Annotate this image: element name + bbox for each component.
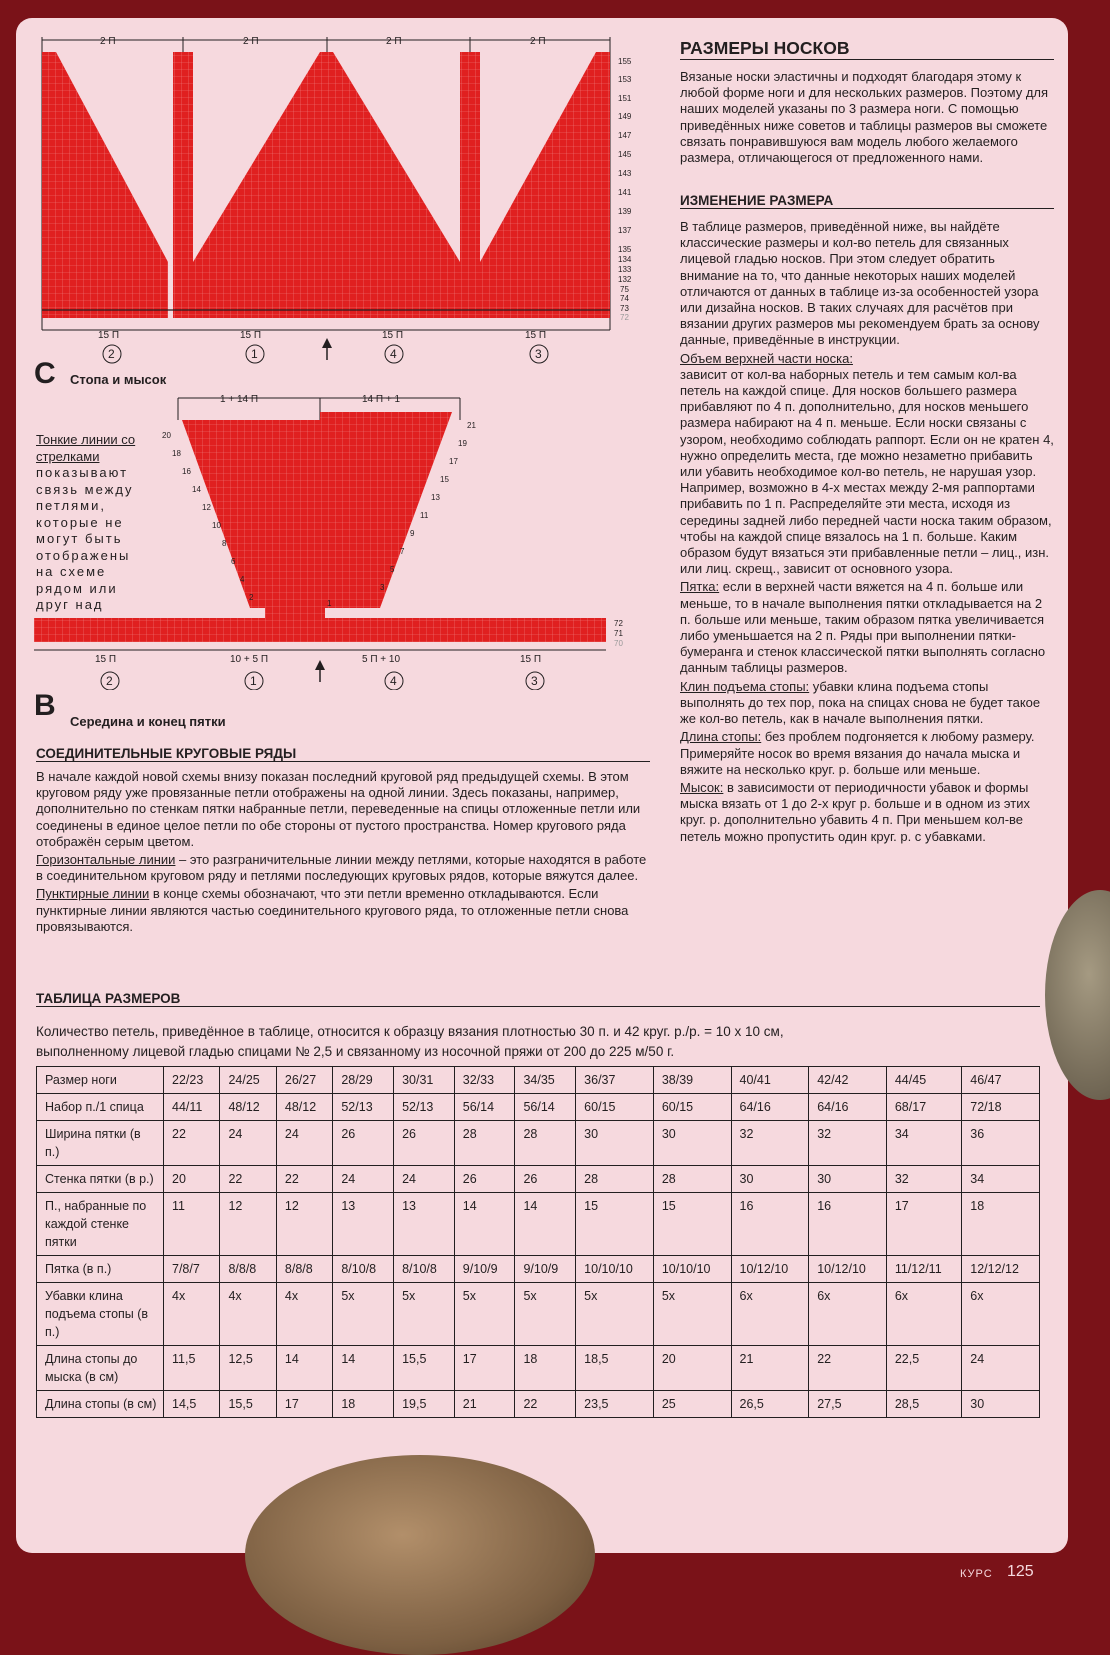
right-article-p2: зависит от кол-ва наборных петель и тем самым кол-ва петель на каждой спице. Для носков большего размера прибавляют по 4 п. дополнительно, для носков меньшего размера набирают на 4 п. меньше. Если носки связаны с узором, необходимо соблюдать раппорт. Если он не кратен 4, нужно определить места, где можно незаметно прибавить или убавить необходимое кол-во петель, не нарушая узор. Например, возможно в 4-х местах между 2-мя раппортами прибавить по 1 п. Распределяйте эти места, исходя из середины задней либо передней части носка таким образом, чтобы на каждой спице вязалось на 1 п. больше. Каким образом будут вязаться эти прибавленные петли – лиц., изн. или лиц. скрещ., зависит от основного узора. <box>680 366 1054 577</box>
table-cell: 12,5 <box>220 1346 276 1391</box>
chart-top-label-3: 2 П <box>386 36 402 47</box>
table-cell: 19,5 <box>394 1391 455 1418</box>
table-cell: 10/10/10 <box>653 1256 731 1283</box>
needle-label: 3 <box>535 347 542 361</box>
table-cell: 27,5 <box>809 1391 887 1418</box>
table-cell: 12 <box>220 1193 276 1256</box>
row-label: 2 <box>249 593 254 602</box>
left-article-p2 <box>36 852 650 884</box>
table-cell: 28 <box>454 1121 515 1166</box>
table-cell: 16 <box>809 1193 887 1256</box>
table-cell: 44/11 <box>164 1094 220 1121</box>
row-label: 3 <box>380 583 385 592</box>
row-label: 12 <box>202 503 211 512</box>
term: Клин подъема стопы: <box>680 678 810 694</box>
needle-label: 2 <box>108 347 115 361</box>
table-cell: 26 <box>515 1166 576 1193</box>
text: если в верхней части вяжется на 4 п. больше или меньше, то в начале выполнения пятки откладывается на 2 п. больше или меньше, таким образом пятка увеличивается либо уменьшается на 2 п. Ряды при выполнении пятки-бумеранга и стенок классической пятки выполнять согласно данным таблицы размеров. <box>680 579 1046 676</box>
table-cell: 21 <box>731 1346 809 1391</box>
left-article-p3 <box>36 886 650 935</box>
table-row <box>37 1193 1040 1256</box>
table-cell: 28 <box>515 1121 576 1166</box>
table-cell: 11/12/11 <box>886 1256 961 1283</box>
row-label: 9 <box>410 529 415 538</box>
table-cell: 10/12/10 <box>809 1256 887 1283</box>
table-cell: 14 <box>276 1346 332 1391</box>
table-cell: 15,5 <box>394 1346 455 1391</box>
right-article-p3 <box>680 579 1054 676</box>
table-cell: 26 <box>454 1166 515 1193</box>
row-label: Пятка (в п.) <box>37 1256 164 1283</box>
table-cell: 26 <box>333 1121 394 1166</box>
term: Мысок: <box>680 779 724 795</box>
row-label: 20 <box>162 431 171 440</box>
table-row <box>37 1391 1040 1418</box>
row-label: Убавки клина подъема стопы (в п.) <box>37 1283 164 1346</box>
table-cell: 21 <box>454 1391 515 1418</box>
table-cell: 46/47 <box>962 1067 1040 1094</box>
section-b-letter: B <box>34 689 56 722</box>
chart-column-2 <box>460 52 480 318</box>
needle-label: 3 <box>531 674 538 688</box>
row-label: 18 <box>172 449 181 458</box>
table-cell: 13 <box>333 1193 394 1256</box>
text: в зависимости от периодичности убавок и формы мыска вязать от 1 до 2-х круг р. больше и в одном из этих круг. р. дополнительно убавить 4 п. При меньшем кол-ве петель можно пропустить один круг. р. с убавками. <box>680 779 1030 844</box>
row-label: 145 <box>618 150 632 159</box>
table-cell: 36 <box>962 1121 1040 1166</box>
table-row <box>37 1121 1040 1166</box>
chart-c-top-label: 1 + 14 П <box>220 394 259 405</box>
table-cell: 48/12 <box>276 1094 332 1121</box>
text: убавки клина подъема стопы выполнять до тех пор, пока на спицах снова не будет такое же кол-во петель, как в начале выполнения пятки. <box>680 678 1041 727</box>
table-cell: 15,5 <box>220 1391 276 1418</box>
table-cell: 18 <box>333 1391 394 1418</box>
table-cell: 32 <box>809 1121 887 1166</box>
table-cell: 13 <box>394 1193 455 1256</box>
row-label: 11 <box>420 511 429 520</box>
row-label: 141 <box>618 188 632 197</box>
right-article-p6 <box>680 780 1054 845</box>
row-label: 153 <box>618 75 632 84</box>
table-cell: 25 <box>653 1391 731 1418</box>
table-cell: 24 <box>220 1121 276 1166</box>
term: Пунктирные линии <box>36 886 150 902</box>
table-cell: 64/16 <box>731 1094 809 1121</box>
table-cell: 20 <box>653 1346 731 1391</box>
table-row <box>37 1094 1040 1121</box>
row-label: 134 <box>618 255 632 264</box>
table-cell: 40/41 <box>731 1067 809 1094</box>
table-cell: 28/29 <box>333 1067 394 1094</box>
row-label: 155 <box>618 57 632 66</box>
table-cell: 68/17 <box>886 1094 961 1121</box>
table-cell: 8/10/8 <box>333 1256 394 1283</box>
row-label: 19 <box>458 439 467 448</box>
table-cell: 12 <box>276 1193 332 1256</box>
chart-c <box>0 390 640 690</box>
table-cell: 22 <box>809 1346 887 1391</box>
table-row <box>37 1283 1040 1346</box>
row-label: Стенка пятки (в р.) <box>37 1166 164 1193</box>
table-cell: 11,5 <box>164 1346 220 1391</box>
left-article-body <box>36 769 650 937</box>
right-article-subheading: ИЗМЕНЕНИЕ РАЗМЕРА <box>680 193 1054 209</box>
table-cell: 24/25 <box>220 1067 276 1094</box>
table-cell: 8/8/8 <box>276 1256 332 1283</box>
table-cell: 60/15 <box>653 1094 731 1121</box>
table-row <box>37 1256 1040 1283</box>
table-cell: 7/8/7 <box>164 1256 220 1283</box>
table-cell: 11 <box>164 1193 220 1256</box>
needle-label: 1 <box>251 347 258 361</box>
needle-label: 2 <box>106 674 113 688</box>
row-label: П., набранные по каждой стенке пятки <box>37 1193 164 1256</box>
chart-c-toe <box>182 412 452 608</box>
row-label: 8 <box>222 539 227 548</box>
row-label: 72 <box>614 619 623 628</box>
row-label: 147 <box>618 131 632 140</box>
table-cell: 10/10/10 <box>576 1256 654 1283</box>
table-cell: 22,5 <box>886 1346 961 1391</box>
page-number: 125 <box>1007 1563 1034 1580</box>
table-cell: 17 <box>276 1391 332 1418</box>
row-label: 133 <box>618 265 632 274</box>
note-term-line1: Тонкие линии со <box>36 432 136 447</box>
term: Пятка: <box>680 579 720 595</box>
table-cell: 22/23 <box>164 1067 220 1094</box>
row-label: 10 <box>212 521 221 530</box>
row-label: 4 <box>240 575 245 584</box>
table-cell: 5х <box>653 1283 731 1346</box>
chart-bottom-label-4: 15 П <box>525 330 547 341</box>
table-cell: 15 <box>653 1193 731 1256</box>
row-label: 139 <box>618 207 632 216</box>
row-label: Ширина пятки (в п.) <box>37 1121 164 1166</box>
chart-c-bottom-label: 10 + 5 П <box>230 654 269 665</box>
table-cell: 32 <box>886 1166 961 1193</box>
chart-column-1 <box>173 52 193 318</box>
term: Горизонтальные линии <box>36 852 176 868</box>
table-cell: 30 <box>653 1121 731 1166</box>
table-cell: 14,5 <box>164 1391 220 1418</box>
table-cell: 6х <box>731 1283 809 1346</box>
row-label: 143 <box>618 169 632 178</box>
table-cell: 18 <box>515 1346 576 1391</box>
row-label: 7 <box>400 547 405 556</box>
table-cell: 30 <box>576 1121 654 1166</box>
table-cell: 64/16 <box>809 1094 887 1121</box>
row-label: 149 <box>618 112 632 121</box>
table-cell: 34/35 <box>515 1067 576 1094</box>
chart-section-1 <box>42 52 168 318</box>
table-cell: 9/10/9 <box>515 1256 576 1283</box>
chart-top-label-1: 2 П <box>100 36 116 47</box>
row-label: 13 <box>431 493 440 502</box>
row-label: 14 <box>192 485 201 494</box>
table-cell: 22 <box>220 1166 276 1193</box>
table-cell: 4х <box>276 1283 332 1346</box>
row-label: 17 <box>449 457 458 466</box>
table-cell: 5х <box>515 1283 576 1346</box>
chart-c-band <box>34 618 606 642</box>
row-label: 74 <box>620 294 629 303</box>
table-cell: 12/12/12 <box>962 1256 1040 1283</box>
decorative-stone <box>245 1455 595 1655</box>
table-cell: 22 <box>164 1121 220 1166</box>
table-cell: 38/39 <box>653 1067 731 1094</box>
table-cell: 20 <box>164 1166 220 1193</box>
table-cell: 36/37 <box>576 1067 654 1094</box>
size-table-heading: ТАБЛИЦА РАЗМЕРОВ <box>36 991 1040 1007</box>
right-article-body <box>680 219 1054 847</box>
left-article-p1: В начале каждой новой схемы внизу показан последний круговой ряд предыдущей схемы. В этом круговом ряду уже провязанные петли отображены на одной линии. Здесь показаны, например, дополнительно по стенкам пятки набранные петли, переведенные на спицы отложенные петли или соединены в единое целое петли по обе стороны от пустого пространства. Номер кругового ряда отображён серым цветом. <box>36 769 641 849</box>
right-article-intro: Вязаные носки эластичны и подходят благодаря этому к любой форме ноги и для нескольких размеров. Поэтому для наших моделей указаны по 3 размера ноги. С помощью приведённых ниже советов и таблицы размеров вы сможете связать понравившуюся вам модель любого желаемого размера, отличающегося от предложенного нами. <box>680 69 1049 166</box>
text: в конце схемы обозначают, что эти петли временно откладываются. Если пунктирные линии являются частью соединительного кругового ряда, то отложенные петли снова провязываются. <box>36 886 629 934</box>
row-label: 132 <box>618 275 632 284</box>
table-cell: 4х <box>220 1283 276 1346</box>
chart-section-2 <box>193 52 460 318</box>
size-table-intro <box>36 1022 784 1062</box>
table-cell: 34 <box>962 1166 1040 1193</box>
table-cell: 60/15 <box>576 1094 654 1121</box>
table-cell: 22 <box>515 1391 576 1418</box>
table-cell: 26 <box>394 1121 455 1166</box>
table-cell: 6х <box>809 1283 887 1346</box>
text: – это разграничительные линии между петлями, которые находятся в работе в соединительном круговом ряду и петлями последующих круговых рядов, которые вяжутся далее. <box>36 852 647 884</box>
chart-c-bottom-label: 15 П <box>95 654 117 665</box>
table-cell: 28,5 <box>886 1391 961 1418</box>
row-label: 16 <box>182 467 191 476</box>
row-label: 1 <box>327 599 332 608</box>
row-label: 72 <box>620 313 629 322</box>
table-cell: 26,5 <box>731 1391 809 1418</box>
size-table-intro-line1: Количество петель, приведённое в таблице, относится к образцу вязания плотностью 30 п. и 42 круг. р./р. = 10 х 10 см, <box>36 1024 784 1039</box>
table-cell: 17 <box>454 1346 515 1391</box>
row-label: 6 <box>231 557 236 566</box>
row-label: Длина стопы (в см) <box>37 1391 164 1418</box>
table-cell: 24 <box>276 1121 332 1166</box>
chart-top-label-2: 2 П <box>243 36 259 47</box>
table-cell: 30/31 <box>394 1067 455 1094</box>
row-label: Размер ноги <box>37 1067 164 1094</box>
right-article-p4 <box>680 679 1054 728</box>
table-cell: 30 <box>809 1166 887 1193</box>
chart-bottom-label-1: 15 П <box>98 330 120 341</box>
table-row <box>37 1067 1040 1094</box>
table-cell: 5х <box>394 1283 455 1346</box>
table-cell: 30 <box>962 1391 1040 1418</box>
table-cell: 4х <box>164 1283 220 1346</box>
table-cell: 22 <box>276 1166 332 1193</box>
table-row <box>37 1346 1040 1391</box>
section-c-letter: C <box>34 357 56 390</box>
table-cell: 32/33 <box>454 1067 515 1094</box>
row-label: 71 <box>614 629 623 638</box>
chart-c-bottom-label: 5 П + 10 <box>362 654 401 665</box>
table-cell: 15 <box>576 1193 654 1256</box>
chart-bottom-label-3: 15 П <box>382 330 404 341</box>
chart-top <box>0 0 640 370</box>
table-cell: 56/14 <box>454 1094 515 1121</box>
table-cell: 48/12 <box>220 1094 276 1121</box>
table-cell: 72/18 <box>962 1094 1040 1121</box>
table-cell: 30 <box>731 1166 809 1193</box>
row-label: Длина стопы до мыска (в см) <box>37 1346 164 1391</box>
table-cell: 56/14 <box>515 1094 576 1121</box>
row-label: 135 <box>618 245 632 254</box>
table-cell: 34 <box>886 1121 961 1166</box>
table-cell: 5х <box>333 1283 394 1346</box>
table-cell: 5х <box>454 1283 515 1346</box>
row-label: 75 <box>620 285 629 294</box>
text: без проблем подгоняется к любому размеру. Примеряйте носок во время вязания до начала мыска и вяжите на несколько круг. р. больше или меньше. <box>680 729 1035 777</box>
table-cell: 9/10/9 <box>454 1256 515 1283</box>
table-row <box>37 1166 1040 1193</box>
table-cell: 23,5 <box>576 1391 654 1418</box>
table-cell: 24 <box>333 1166 394 1193</box>
table-cell: 52/13 <box>394 1094 455 1121</box>
table-cell: 24 <box>962 1346 1040 1391</box>
table-cell: 24 <box>394 1166 455 1193</box>
table-cell: 16 <box>731 1193 809 1256</box>
table-cell: 18 <box>962 1193 1040 1256</box>
chart-c-top-label: 14 П + 1 <box>362 394 401 405</box>
table-cell: 10/12/10 <box>731 1256 809 1283</box>
table-cell: 32 <box>731 1121 809 1166</box>
table-cell: 28 <box>653 1166 731 1193</box>
needle-label: 1 <box>250 674 257 688</box>
row-label: 137 <box>618 226 632 235</box>
table-cell: 8/10/8 <box>394 1256 455 1283</box>
right-article-p2-term: Объем верхней части носка: <box>680 350 853 366</box>
size-table <box>36 1066 1040 1418</box>
row-label: 21 <box>467 421 476 430</box>
chart-bottom-label-2: 15 П <box>240 330 262 341</box>
table-cell: 28 <box>576 1166 654 1193</box>
row-label: 15 <box>440 475 449 484</box>
section-b-title: Середина и конец пятки <box>70 714 226 729</box>
table-cell: 14 <box>515 1193 576 1256</box>
table-cell: 14 <box>454 1193 515 1256</box>
note-body: показывают связь между петлями, которые не могут быть отображены на схеме рядом или друг над <box>36 465 134 612</box>
chart-top-label-4: 2 П <box>530 36 546 47</box>
table-cell: 8/8/8 <box>220 1256 276 1283</box>
chart-section-3 <box>480 52 610 318</box>
right-article-p1: В таблице размеров, приведённой ниже, вы найдёте классические размеры и кол-во петель для связанных лицевой гладью носков. При этом следует обратить внимание на то, что данные некоторых наших моделей отличаются от данных в таблице из-за особенностей узора или дизайна носков. В таких случаях для расчётов при вязании других размеров мы рекомендуем брать за основу данные, приведённые в инструкции. <box>680 219 1040 348</box>
row-label: 5 <box>390 565 395 574</box>
needle-label: 4 <box>390 674 397 688</box>
section-c-title: Стопа и мысок <box>70 372 167 387</box>
table-cell: 5х <box>576 1283 654 1346</box>
chart-c-bottom-label: 15 П <box>520 654 542 665</box>
magazine-name: КУРС <box>960 1568 993 1580</box>
row-label: 70 <box>614 639 623 648</box>
left-article-heading: СОЕДИНИТЕЛЬНЫЕ КРУГОВЫЕ РЯДЫ <box>36 746 650 762</box>
term: Длина стопы: <box>680 729 762 745</box>
note-term-line2: стрелками <box>36 448 100 464</box>
table-cell: 52/13 <box>333 1094 394 1121</box>
size-table-intro-line2: выполненному лицевой гладью спицами № 2,5 и связанному из носочной пряжи от 200 до 225 м/50 г. <box>36 1044 675 1059</box>
row-label: 151 <box>618 94 632 103</box>
row-label: Набор п./1 спица <box>37 1094 164 1121</box>
table-cell: 6х <box>886 1283 961 1346</box>
table-cell: 17 <box>886 1193 961 1256</box>
table-cell: 26/27 <box>276 1067 332 1094</box>
table-cell: 44/45 <box>886 1067 961 1094</box>
right-article-p5 <box>680 729 1054 778</box>
needle-label: 4 <box>390 347 397 361</box>
table-cell: 18,5 <box>576 1346 654 1391</box>
table-cell: 42/42 <box>809 1067 887 1094</box>
table-cell: 6х <box>962 1283 1040 1346</box>
row-label: 73 <box>620 304 629 313</box>
table-cell: 14 <box>333 1346 394 1391</box>
right-article-title: РАЗМЕРЫ НОСКОВ <box>680 38 1054 60</box>
chart-c-gap <box>265 595 325 621</box>
